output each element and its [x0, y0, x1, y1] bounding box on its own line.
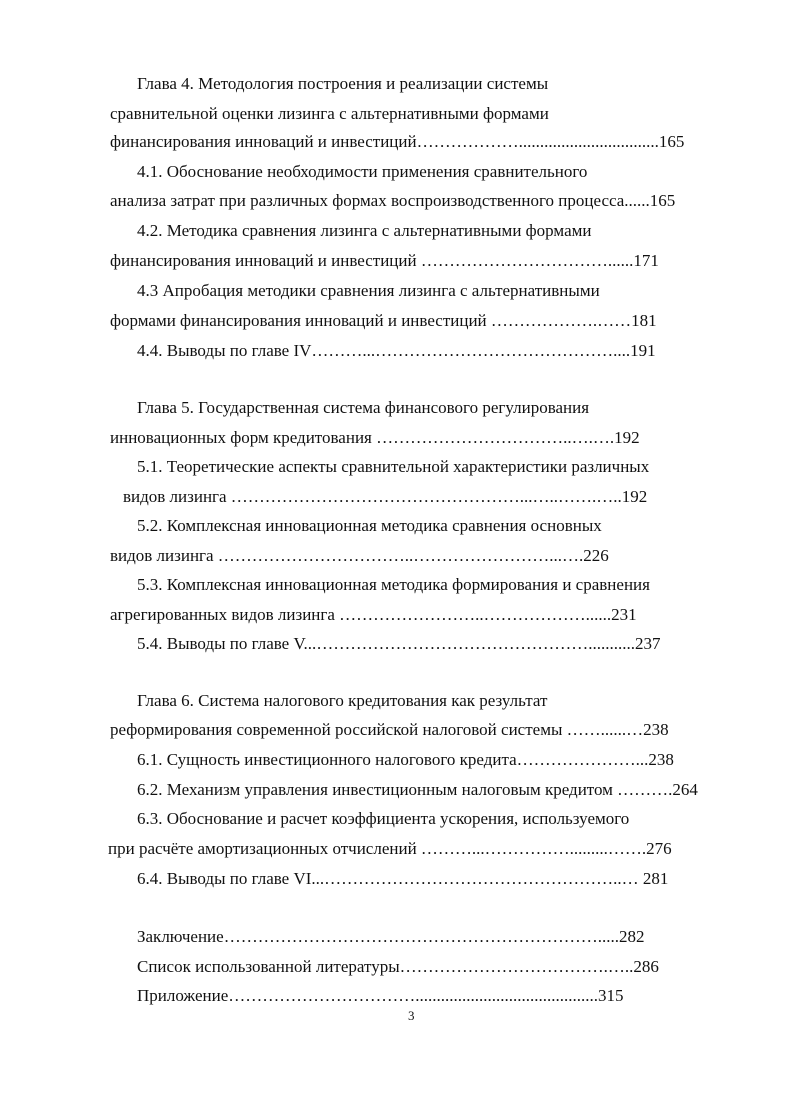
toc-section-5-2-line-2: видов лизинга ……………………………..……………………...….226: [110, 546, 609, 565]
toc-chapter-4-title-line-3: финансирования инноваций и инвестиций……………….................................165: [110, 132, 685, 151]
toc-conclusion: Заключение………………………………………………………….....282: [137, 927, 645, 946]
toc-section-5-3-line-2: агрегированных видов лизинга ……………………..………………......231: [110, 605, 637, 624]
toc-section-6-3-line-1: 6.3. Обоснование и расчет коэффициента ускорения, используемого: [137, 809, 630, 828]
toc-chapter-4-title-line-1: Глава 4. Методология построения и реализации системы: [137, 74, 549, 93]
toc-bibliography: Список использованной литературы……………………………….…..286: [137, 957, 659, 976]
toc-chapter-4-title-line-2: сравнительной оценки лизинга с альтернативными формами: [110, 104, 549, 123]
toc-section-4-1-line-1: 4.1. Обоснование необходимости применения сравнительного: [137, 162, 588, 181]
toc-appendix: Приложение……………………………...........................................315: [137, 986, 624, 1005]
toc-chapter-5-title-line-1: Глава 5. Государственная система финансового регулирования: [137, 398, 590, 417]
toc-section-4-3-line-1: 4.3 Апробация методики сравнения лизинга с альтернативными: [137, 281, 600, 300]
toc-section-6-4: 6.4. Выводы по главе VI...……………………………………………..… 281: [137, 869, 669, 888]
toc-section-4-1-line-2: анализа затрат при различных формах воспроизводственного процесса......165: [110, 191, 676, 210]
page-number: 3: [408, 1008, 415, 1023]
toc-section-6-1: 6.1. Сущность инвестиционного налогового кредита…………………...238: [137, 750, 674, 769]
toc-section-6-3-line-2: при расчёте амортизационных отчислений ………...…………….........…….276: [108, 839, 672, 858]
toc-chapter-6-title-line-2: реформирования современной российской налоговой системы ……......…238: [110, 720, 669, 739]
toc-section-4-3-line-2: формами финансирования инноваций и инвестиций ……………….……181: [110, 311, 657, 330]
toc-section-5-2-line-1: 5.2. Комплексная инновационная методика сравнения основных: [137, 516, 602, 535]
toc-section-5-4: 5.4. Выводы по главе V...…………………………………………...........237: [137, 634, 661, 653]
toc-section-4-4: 4.4. Выводы по главе IV………...……………………………………....191: [137, 341, 656, 360]
toc-chapter-5-title-line-2: инновационных форм кредитования ……………………………..….….192: [110, 428, 640, 447]
toc-section-4-2-line-1: 4.2. Методика сравнения лизинга с альтернативными формами: [137, 221, 592, 240]
toc-chapter-6-title-line-1: Глава 6. Система налогового кредитования как результат: [137, 691, 548, 710]
toc-section-5-1-line-2: видов лизинга ……………………………………………...…..…….…..192: [123, 487, 648, 506]
toc-section-4-2-line-2: финансирования инноваций и инвестиций ……………………………......171: [110, 251, 659, 270]
toc-section-6-2: 6.2. Механизм управления инвестиционным налоговым кредитом ……….264: [137, 780, 698, 799]
toc-section-5-1-line-1: 5.1. Теоретические аспекты сравнительной характеристики различных: [137, 457, 650, 476]
toc-section-5-3-line-1: 5.3. Комплексная инновационная методика формирования и сравнения: [137, 575, 650, 594]
